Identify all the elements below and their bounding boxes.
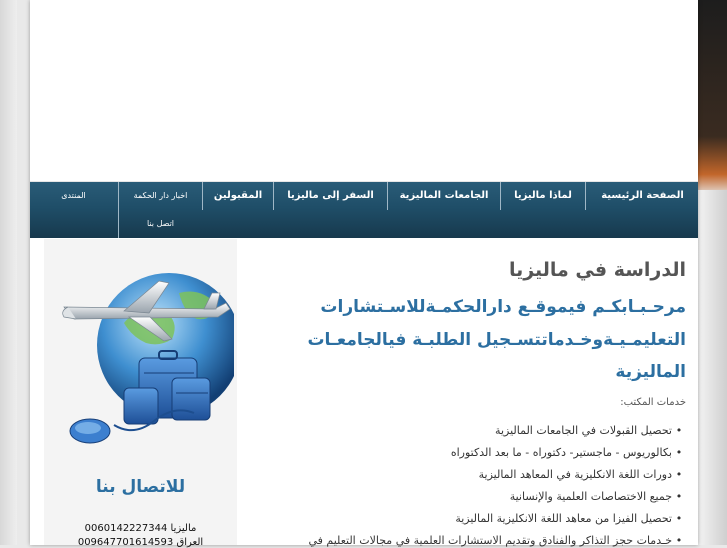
nav-item-home[interactable]: الصفحة الرئيسية — [585, 182, 699, 210]
nav-item-travel-to-malaysia[interactable]: السفر إلى ماليزيا — [273, 182, 387, 210]
welcome-line-3: الماليزية — [615, 362, 686, 382]
bullet-icon: • — [675, 534, 683, 547]
service-item — [479, 468, 686, 481]
bullet-icon: • — [675, 512, 683, 525]
services-label: خدمات المكتب: — [620, 397, 686, 408]
bullet-icon: • — [675, 446, 683, 459]
page-background-left — [0, 0, 17, 545]
sidebar — [44, 239, 237, 548]
service-text: بكالوريوس - ماجستير- دكتوراه - ما بعد الدكتوراه — [450, 446, 672, 459]
site-container — [30, 0, 698, 548]
contact-phone-malaysia: ماليزيا 0060142227344 — [84, 523, 197, 534]
header-banner — [30, 0, 698, 182]
service-text: تحصيل القبولات في الجامعات الماليزية — [495, 424, 672, 437]
nav-item-news[interactable]: اخبار دار الحكمة — [118, 182, 202, 210]
service-text: تحصيل الفيزا من معاهد اللغة الانكليزية الماليزية — [455, 512, 672, 525]
main-navigation — [30, 182, 698, 238]
service-item — [495, 424, 686, 437]
bullet-icon: • — [675, 468, 683, 481]
contact-title: للاتصال بنا — [95, 477, 186, 497]
service-text: خـدمات حجز التذاكر والفنادق وتقديم الاستشارات العلمية في مجالات التعليم في — [308, 534, 672, 547]
nav-item-contact[interactable]: اتصل بنا — [118, 210, 202, 238]
page-background-right — [698, 0, 727, 545]
service-item — [451, 446, 686, 459]
page-title: الدراسة في ماليزيا — [508, 259, 686, 281]
service-item — [308, 534, 686, 547]
nav-item-malaysian-universities[interactable]: الجامعات الماليزية — [387, 182, 500, 210]
service-text: دورات اللغة الانكليزية في المعاهد الماليزية — [478, 468, 672, 481]
service-text: جميع الاختصاصات العلمية والإنسانية — [509, 490, 672, 503]
nav-item-why-malaysia[interactable]: لماذا ماليزيا — [500, 182, 585, 210]
nav-item-accepted[interactable]: المقبولين — [202, 182, 273, 210]
page-background-fade — [698, 190, 727, 545]
bullet-icon: • — [675, 424, 683, 437]
bullet-icon: • — [675, 490, 683, 503]
nav-item-forum[interactable]: المنتدى — [61, 191, 86, 200]
welcome-line-2: التعليمـيـةوخـدماتتسـجيل الطلبـة فيالجامعـات — [307, 330, 686, 350]
contact-phone-iraq: العراق 009647701614593 — [77, 537, 204, 548]
main-content — [240, 239, 686, 545]
service-item — [510, 490, 686, 503]
globe-airplane-image — [54, 263, 234, 453]
service-item — [455, 512, 686, 525]
welcome-line-1: مرحـبـابكـم فيموقـع دارالحكمـةللاسـتشارات — [320, 297, 686, 317]
